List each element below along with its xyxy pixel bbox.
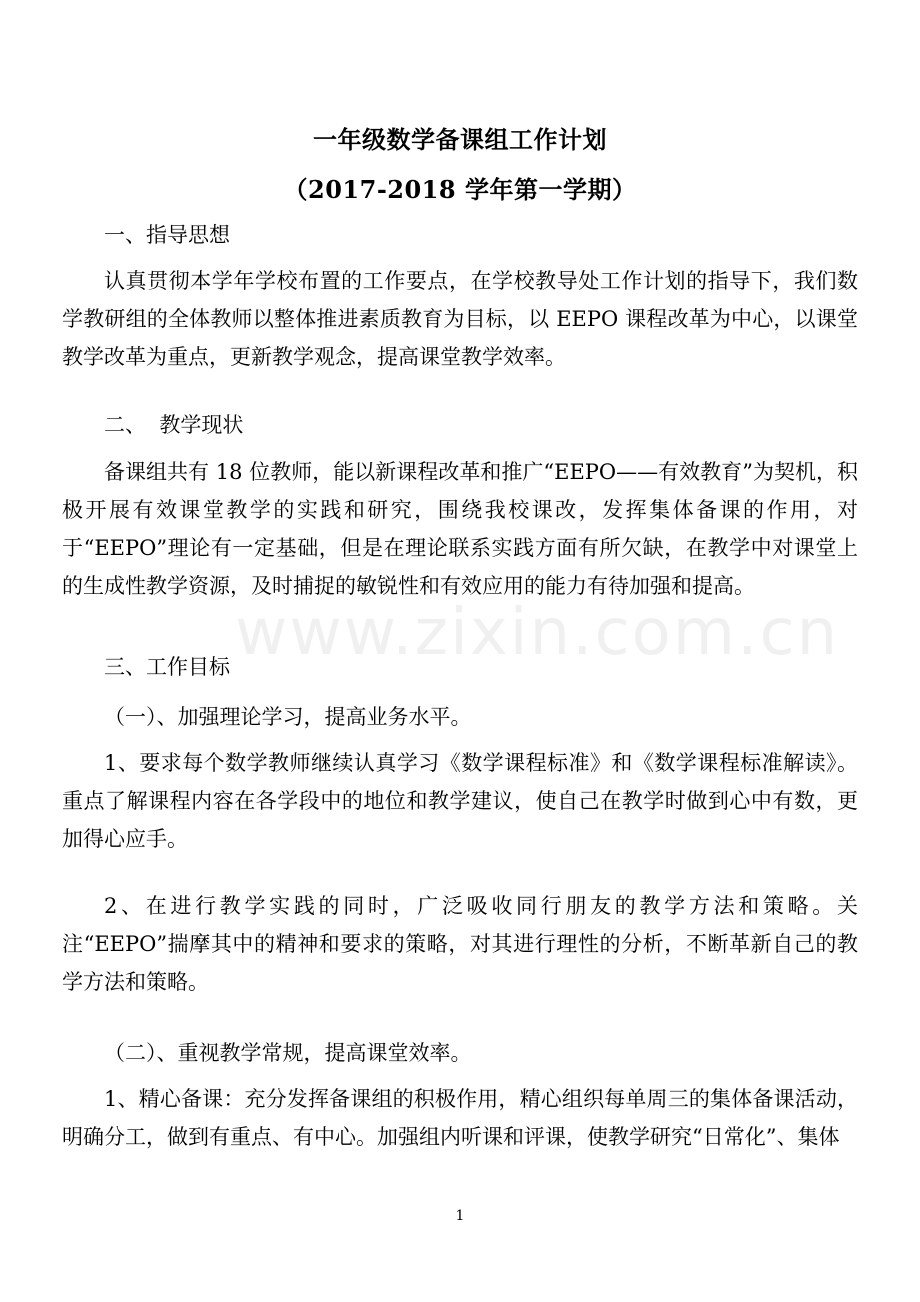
paragraph-theory-study-2: 2、在进行教学实践的同时，广泛吸收同行朋友的教学方法和策略。关注“EEPO”揣摩其中的精神和要求的策略，对其进行理性的分析，不断革新自己的教学方法和策略。 <box>62 894 858 994</box>
page-number: 1 <box>455 1208 465 1224</box>
paragraph-lesson-prep: 1、精心备课：充分发挥备课组的积极作用，精心组织每单周三的集体备课活动，明确分工，做到有重点、有中心。加强组内听课和评课，使教学研究“日常化”、集体 <box>62 1087 858 1149</box>
paragraph-teaching-status: 备课组共有 18 位教师，能以新课程改革和推广“EEPO——有效教育”为契机，积极开展有效课堂教学的实践和研究，围绕我校课改，发挥集体备课的作用，对于“EEPO”理论有一定基础，但是在理论联系实践方面有所欠缺，在教学中对课堂上的生成性教学资源，及时捕捉的敏锐性和有效应用的能力有待加强和提高。 <box>62 460 858 598</box>
paragraph-guiding-thought: 认真贯彻本学年学校布置的工作要点，在学校教导处工作计划的指导下，我们数学教研组的全体教师以整体推进素质教育为目标，以 EEPO 课程改革为中心，以课堂教学改革为重点，更新教学观念，提高课堂教学效率。 <box>62 269 858 369</box>
document-subtitle: （2017-2018 学年第一学期） <box>283 175 637 204</box>
paragraph-theory-study-1: 1、要求每个数学教师继续认真学习《数学课程标准》和《数学课程标准解读》。重点了解课程内容在各学段中的地位和教学建议，使自己在教学时做到心中有数，更加得心应手。 <box>62 751 858 851</box>
document-title: 一年级数学备课组工作计划 <box>313 125 607 154</box>
subheading-theory-study: （一）、加强理论学习，提高业务水平。 <box>104 705 472 729</box>
section-heading-work-goals: 三、工作目标 <box>104 655 230 679</box>
watermark: www.zixin.com.cn <box>235 596 840 670</box>
section-heading-teaching-status: 二、 教学现状 <box>104 413 244 437</box>
subheading-teaching-routine: （二）、重视教学常规，提高课堂效率。 <box>104 1041 472 1065</box>
section-heading-guiding-thought: 一、指导思想 <box>104 223 230 247</box>
